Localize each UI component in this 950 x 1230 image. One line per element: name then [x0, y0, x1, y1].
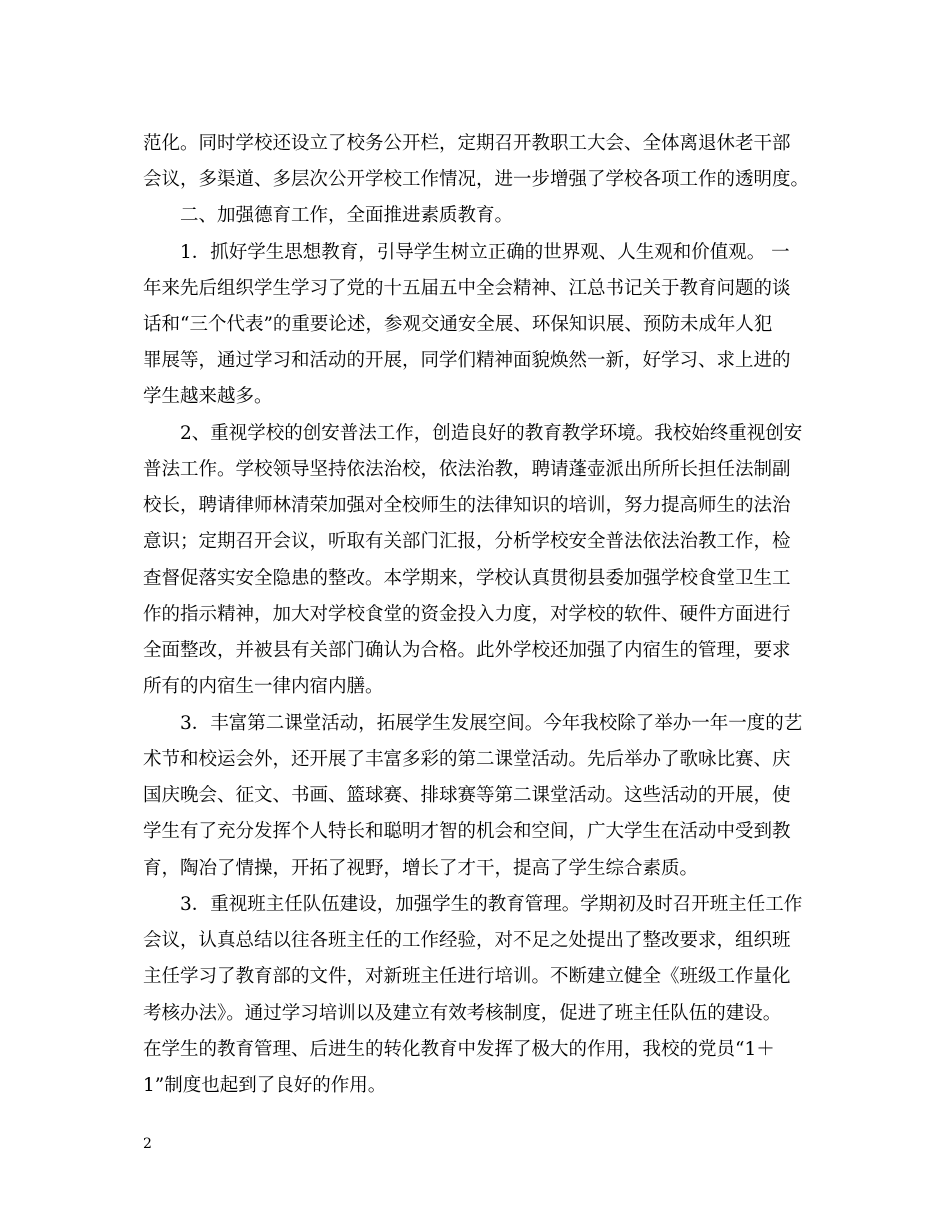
text-line: 普法工作。学校领导坚持依法治校，依法治教，聘请蓬壶派出所所长担任法制副 [143, 459, 791, 480]
text-line: 会议，多渠道、多层次公开学校工作情况，进一步增强了学校各项工作的透明度。 [143, 169, 810, 190]
text-line: 国庆晚会、征文、书画、篮球赛、排球赛等第二课堂活动。这些活动的开展，使 [143, 785, 791, 806]
text-line: 学生越来越多。 [143, 386, 273, 407]
text-line: 校长，聘请律师林清荣加强对全校师生的法律知识的培训，努力提高师生的法治 [143, 495, 791, 516]
text-line: 在学生的教育管理、后进生的转化教育中发挥了极大的作用，我校的党员“1＋ [143, 1039, 775, 1060]
text-line: 3．丰富第二课堂活动，拓展学生发展空间。今年我校除了举办一年一度的艺 [180, 713, 803, 734]
text-line: 意识；定期召开会议，听取有关部门汇报，分析学校安全普法依法治教工作，检 [143, 531, 791, 552]
text-line: 1．抓好学生思想教育，引导学生树立正确的世界观、人生观和价值观。 一 [180, 242, 790, 263]
section-heading: 二、加强德育工作，全面推进素质教育。 [180, 205, 514, 226]
text-line: 范化。同时学校还设立了校务公开栏，定期召开教职工大会、全体离退休老干部 [143, 133, 791, 154]
text-line: 年来先后组织学生学习了党的十五届五中全会精神、江总书记关于教育问题的谈 [143, 278, 791, 299]
text-line: 3．重视班主任队伍建设，加强学生的教育管理。学期初及时召开班主任工作 [180, 894, 803, 915]
text-line: 所有的内宿生一律内宿内膳。 [143, 676, 384, 697]
text-line: 2、重视学校的创安普法工作，创造良好的教育教学环境。我校始终重视创安 [180, 423, 803, 444]
text-line: 作的指示精神，加大对学校食堂的资金投入力度，对学校的软件、硬件方面进行 [143, 604, 791, 625]
text-line: 会议，认真总结以往各班主任的工作经验，对不足之处提出了整改要求，组织班 [143, 930, 791, 951]
text-line: 话和“三个代表”的重要论述，参观交通安全展、环保知识展、预防未成年人犯 [143, 314, 773, 335]
text-line: 育，陶冶了情操，开拓了视野，增长了才干，提高了学生综合素质。 [143, 858, 699, 879]
text-line: 术节和校运会外，还开展了丰富多彩的第二课堂活动。先后举办了歌咏比赛、庆 [143, 749, 791, 770]
text-line: 全面整改，并被县有关部门确认为合格。此外学校还加强了内宿生的管理，要求 [143, 640, 791, 661]
text-line: 查督促落实安全隐患的整改。本学期来，学校认真贯彻县委加强学校食堂卫生工 [143, 568, 791, 589]
text-line: 罪展等，通过学习和活动的开展，同学们精神面貌焕然一新，好学习、求上进的 [143, 350, 791, 371]
text-line: 主任学习了教育部的文件，对新班主任进行培训。不断建立健全《班级工作量化 [143, 966, 791, 987]
text-line: 考核办法》。通过学习培训以及建立有效考核制度，促进了班主任队伍的建设。 [143, 1003, 782, 1024]
text-line: 学生有了充分发挥个人特长和聪明才智的机会和空间，广大学生在活动中受到教 [143, 821, 791, 842]
text-line: 1”制度也起到了良好的作用。 [143, 1075, 387, 1096]
page-number: 2 [143, 1136, 152, 1152]
